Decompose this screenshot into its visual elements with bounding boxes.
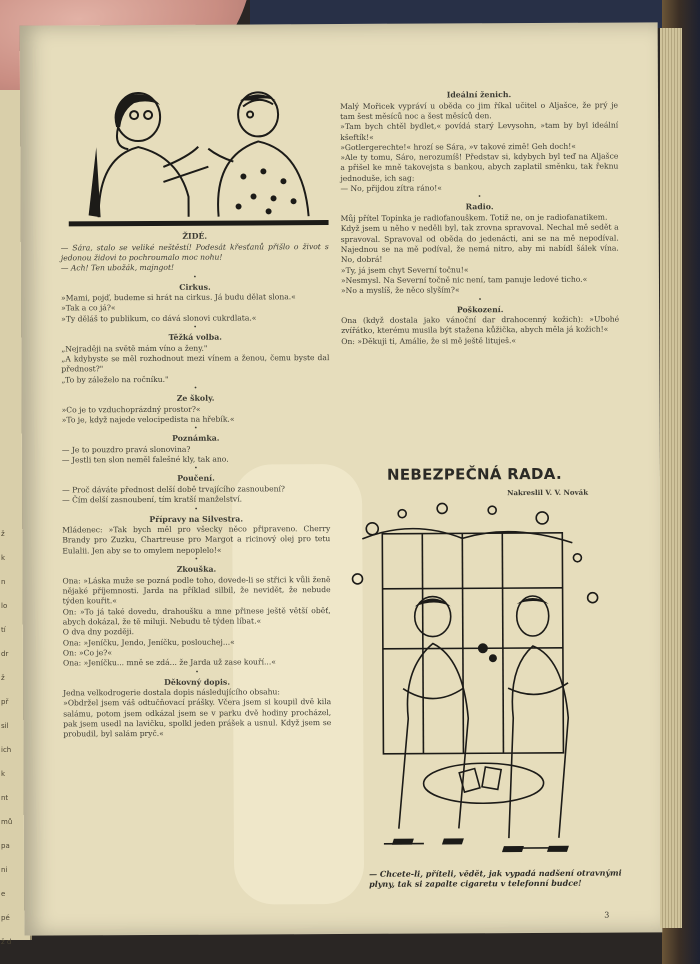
left-page-fragment: ni	[1, 866, 8, 874]
section-heading: ŽIDÉ.	[182, 231, 208, 241]
section-heading: Přípravy na Silvestra.	[149, 514, 244, 524]
paragraph: Ona: »Láska muže se pozná podle toho, dovede-li se střici k vůli ženě nějaké příjemnosti. Jarda na příklad silbil, že nevidět, že nebude týden kouřit.«	[62, 574, 331, 606]
paragraph: — Sára, stalo se veliké neštěstí! Podesát křesťanů přišlo o život s jedonou židovi to pochroumalo moc nohu!	[60, 241, 329, 263]
paragraph: On: »Děkuji ti, Amálie, že si mě ještě lituješ.«	[341, 335, 517, 346]
separator-dot: •	[477, 193, 482, 201]
left-page-fragment: ž d	[1, 938, 12, 946]
section-heading: Radio.	[465, 202, 494, 212]
paragraph: »Obdržel jsem váš odtučňovací prášky. Včera jsem si koupil dvě kila salámu, potom jsem odkázal jsem se v parku dvě hodiny procházel, pak jsem usedl na lavičku, spolkl jeden prášek a usnul. Když jsem se probudil, byl salám pryč.«	[63, 697, 332, 739]
separator-dot: •	[193, 323, 197, 331]
paragraph: »Tam bych chtěl bydlet,« povídá starý Levysohn, »tam by byl ideální kšeftík!«	[340, 120, 619, 142]
paragraph: »Ty děláš to publikum, co dává slonovi cukrdlata.«	[61, 313, 257, 324]
paragraph: — Jestli ten slon neměl falešné kly, tak ano.	[61, 454, 229, 465]
paragraph: »Co je to vzduchoprázdný prostor?«	[61, 404, 201, 414]
left-page-fragment: k	[1, 770, 6, 778]
paragraph: »Ale ty tomu, Sáro, nerozumíš! Představ si, kdybych byl teď na Aljašce a přišel ke mně takovejsta s bankou, abych zaplatil směnku, tak řeknu jednoduše, ich sag:	[340, 151, 619, 183]
paragraph: »Nesmysl. Na Severní točně nic není, tam panuje ledové ticho.«	[340, 274, 588, 285]
left-page-fragment: lo	[1, 602, 8, 610]
paragraph: Ona: »Jeníčku, Jendo, Jeníčku, poslouchej...«	[62, 637, 235, 648]
paragraph: On: »Co je?«	[62, 648, 113, 658]
paragraph: „To by záleželo na ročníku."	[61, 374, 169, 385]
separator-dot: •	[193, 424, 198, 432]
section-heading: Poučení.	[177, 474, 215, 484]
left-page-fragment: pé	[1, 914, 10, 922]
left-page-fragment: e	[1, 890, 6, 898]
paragraph: Když jsem u něho v neděli byl, tak zrovna spravoval. Nechal mě sedět a spravoval. Spravoval od oběda do jedenácti, ani se na mě nepodíval. Najednou se na mě podíval, že nemá nitro, aby mi nabídl šálek vína. No, dobrá!	[340, 222, 619, 265]
left-page-fragment: nt	[1, 794, 9, 802]
page-number: 3	[604, 910, 610, 920]
left-page-fragment: mů	[1, 818, 13, 826]
section-heading: Ze školy.	[176, 393, 215, 403]
cartoon-caption: — Chcete-li, příteli, vědět, jak vypadá nadšení otravnými plyny, tak si zapalte cigaretu v telefonní budce!	[369, 867, 622, 890]
left-page-fragment: pa	[1, 842, 10, 850]
left-page-fragment: n	[1, 578, 6, 586]
section-heading: Těžká volba.	[168, 332, 222, 342]
paragraph: Mládenec: »Tak bych měl pro všecky něco připraveno. Cherry Brandy pro Zuzku, Chartreuse pro Margot a ricinový olej pro tetu Eulalii. Jen aby se to omylem nepoplelo!«	[62, 524, 331, 556]
right-text-column	[340, 88, 619, 347]
separator-dot: •	[195, 668, 199, 676]
cartoon-two-men-talking	[68, 86, 329, 227]
section-heading: Poškození.	[456, 304, 504, 314]
paragraph: »To je, když najede velocipedista na hřebík.«	[61, 414, 235, 425]
paragraph: Ona: »Jeníčku... mně se zdá... že Jarda už zase kouří...«	[62, 657, 276, 668]
article-title: NEBEZPEČNÁ RADA.	[386, 464, 563, 484]
paragraph: On: »To já také dovedu, drahoušku a mne přinese ještě větší oběť, abych dokázal, že tě miluji. Nebudu tě týden líbat.«	[62, 605, 331, 627]
paragraph: »Mami, pojď, budeme si hrát na cirkus. Já budu dělat slona.«	[61, 292, 296, 303]
separator-dot: •	[194, 465, 198, 473]
paragraph: O dva dny později.	[62, 627, 135, 637]
separator-dot: •	[478, 295, 482, 303]
paragraph: »No a myslíš, že něco slyším?«	[340, 285, 460, 296]
separator-dot: •	[193, 384, 198, 392]
paragraph: — Proč dáváte přednost delší době trvajícího zasnoubení?	[62, 484, 285, 495]
paragraph: Ona (když dostala jako vánoční dar drahocenný kožich): »Ubohé zvířátko, kterému musila být stažena kůžička, abych měla já kožich!«	[341, 314, 620, 336]
section-heading: Poznámka.	[172, 433, 220, 444]
left-page-fragment: dr	[1, 650, 9, 658]
left-page-fragment: ž	[1, 530, 5, 538]
paragraph: — Ach! Ten ubožák, majngot!	[60, 263, 175, 273]
separator-dot: •	[194, 505, 198, 513]
magazine-page	[20, 22, 663, 935]
left-text-column	[61, 229, 332, 740]
separator-dot: •	[194, 555, 199, 563]
paragraph: — No, přijdou zítra ráno!«	[340, 183, 442, 194]
paragraph: „A kdybyste se měl rozhodnout mezi vínem a ženou, čemu byste dal přednost?"	[61, 353, 330, 374]
paragraph: Můj přítel Topinka je radiofanouškem. Totiž ne, on je radiofanatikem.	[340, 212, 608, 223]
paragraph: »Ty, já jsem chyt Severní točnu!«	[340, 264, 469, 275]
paragraph: »Tak a co já?«	[61, 303, 116, 313]
left-page-fragment: k	[1, 554, 6, 562]
left-page-fragment: ž	[1, 674, 5, 682]
page-stack-edge	[660, 28, 682, 928]
left-page-fragment: tí	[1, 626, 6, 634]
section-heading: Děkovný dopis.	[164, 677, 231, 687]
paragraph: Jedna velkodrogerie dostala dopis následujícího obsahu:	[63, 687, 280, 698]
paragraph: — Je to pouzdro pravá slonovina?	[61, 444, 191, 455]
left-page-fragment: ich	[1, 746, 12, 754]
paragraph: »Gotlergerechte!« hrozí se Sára, »v takové zimě! Geh doch!«	[340, 141, 576, 152]
separator-dot: •	[193, 273, 197, 281]
section-heading: Zkouška.	[176, 564, 217, 574]
paragraph: Malý Mořicek vypráví u oběda co jim říkal učitel o Aljašce, že prý je tam šest měsíců noc a šest měsíců den.	[340, 100, 619, 121]
left-page-fragment: př	[1, 698, 9, 706]
left-page-fragment: sil	[1, 722, 9, 730]
section-heading: Cirkus.	[179, 282, 211, 292]
paragraph: „Nejraději na světě mám víno a ženy."	[61, 343, 208, 354]
paragraph: — Čím delší zasnoubení, tím kratší manželství.	[62, 494, 243, 505]
illustration-credit: Nakreslil V. V. Novák	[507, 487, 589, 498]
section-heading: Ideální ženich.	[446, 90, 512, 100]
cartoon-two-men-in-phone-booth	[342, 498, 624, 864]
